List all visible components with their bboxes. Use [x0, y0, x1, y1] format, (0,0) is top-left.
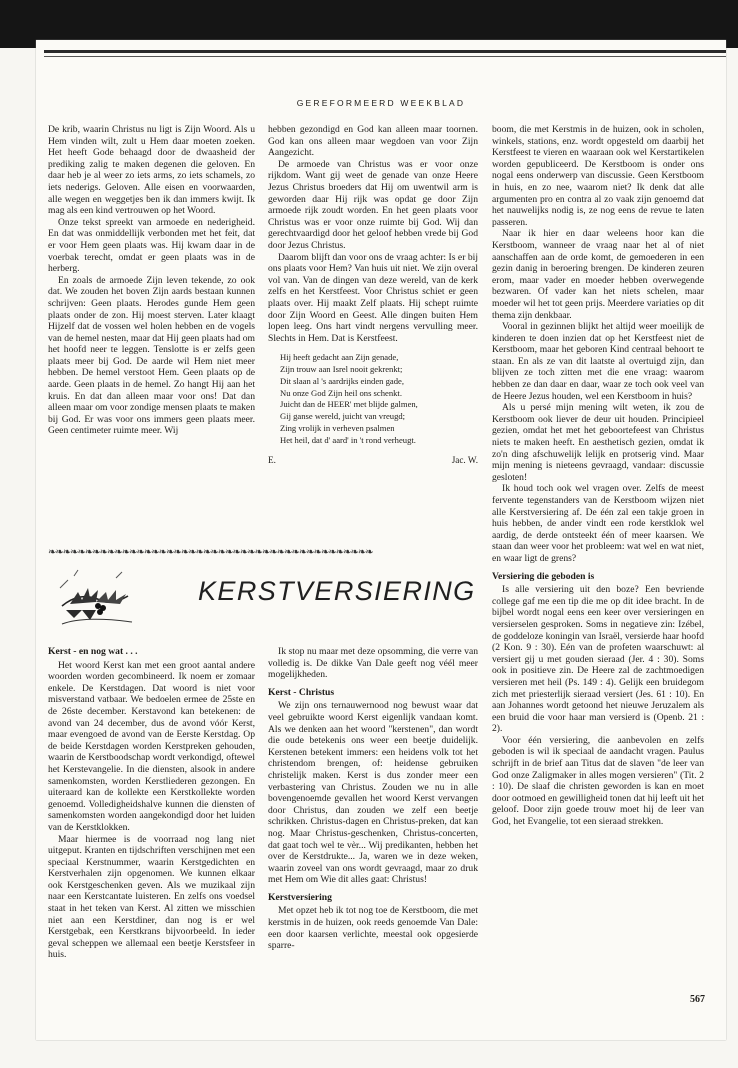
signature-author: Jac. W.	[451, 454, 478, 465]
paragraph: We zijn ons ternauwernood nog bewust waar dat veel gebruikte woord Kerst eigenlijk vandaan komt. Als we denken aan het woord "kerstenen", dan wordt die oude betekenis ons weer een beetje duidelijk. Kerstenen betekent immers: een heidens volk tot het christendom brengen, of: heidense gebruiken christelijk maken. Kerst is dus zonder meer een verbastering van Christus. Zouden we nu in alle bovengenoemde gevallen het woord Kerst vervangen door Christus, dan zouden we zelf een beetje schrikken. Christus-dagen en Christus-preken, dat kan nog. Maar Christus-geschenken, Christus-concerten, dat gaat toch wel te vèr... Wij predikanten, hebben het over de Kerstdrukte... Ja, waren we in deze weken, waarin zoveel van ons wordt gevraagd, maar zo druk met Hem om Wie dit alles gaat: Christus!	[268, 700, 478, 886]
poem-line: Het heil, dat d' aard' in 't rond verheugt.	[280, 434, 416, 445]
paragraph: De krib, waarin Christus nu ligt is Zijn Woord. Als u Hem vinden wilt, zult u Hem daar moeten zoeken. Het heeft Gode behaagd door de dwaasheid der prediking zalig te maken degenen die geloven. En daar heb je al weer zo iets arms, zo iets schamels, zo iets nederigs. Geloven. Alle eisen en voorwaarden, alle wegen en weggetjes ben ik dan immers kwijt. Ik mag als een kind vertrouwen op het Woord.	[48, 124, 255, 217]
poem-line: Zijn trouw aan Isrel nooit gekrenkt;	[280, 364, 403, 375]
paragraph: Vooral in gezinnen blijkt het altijd weer moeilijk de kinderen te doen inzien dat op het Kerstfeest niet de Kerstboom, maar het geboren Kind centraal behoort te staan. En als ze van dit laatste al overtuigd zijn, dan blijven ze toch zitten met die ene vraag: waarom hebben ze dan daar en daar, waar ze toch ook veel van de Heere Jezus houden, wel een Kerstboom in huis?	[492, 321, 704, 402]
poem-line: Dit slaan al 's aardrijks einden gade,	[280, 375, 404, 386]
poem-line: Juicht dan de HEER' met blijde galmen,	[280, 399, 418, 410]
poem-line: Nu onze God Zijn heil ons schenkt.	[280, 387, 402, 398]
article-title: KERSTVERSIERING	[198, 576, 476, 606]
paragraph: Onze tekst spreekt van armoede en nederigheid. En dat was onmiddellijk verbonden met het feit, dat er voor Hem geen plaats was. Hij kwam daar in de voerbak terecht, omdat er geen plaats was in de herberg.	[48, 216, 255, 275]
section-heading: Versiering die geboden is	[492, 570, 595, 582]
poem-line: Gij ganse wereld, juicht van vreugd;	[280, 411, 406, 422]
top-rule-thin	[44, 56, 726, 57]
holly-icon	[56, 566, 136, 628]
paragraph: hebben gezondigd en God kan alleen maar toornen. God kan ons alleen maar wegdoen van voor Zijn Aangezicht.	[268, 124, 478, 159]
poem-line: Hij heeft gedacht aan Zijn genade,	[280, 352, 399, 363]
paragraph: Maar hiermee is de voorraad nog lang niet uitgeput. Kranten en tijdschriften verschijnen met een speciaal Kerstnummer, waarin Kerstgedichten en Kerstverhalen zijn opgenomen. We kunnen elkaar ook Kerstgeschenken geven. Als we muzikaal zijn naar een Kerstcantate luisteren. En zelfs ons voedsel staat in het teken van Kerst. Al zitten we misschien niet aan een Kerstdiner, dan nog is er wel Kerstgebak, een Kerstkrans bijvoorbeeld. In ieder geval scheppen we allemaal een beetje Kerstsfeer in huis.	[48, 833, 255, 961]
paragraph: Is alle versiering uit den boze? Een bevriende college gaf me een tip die me op dit idee bracht. In de bijbel wordt nogal eens een keer over versieringen en versierselen gesproken. Soms in negatieve zin: Izébel, de goddeloze koningin van Israël, versierde haar hoofd (2 Kon. 9 : 30). Eén van de profeten waarschuwt: al versiert gij u met gouden sieraad (Jer. 4 : 30). Soms ook in positieve zin. De Heere zal de zachtmoedigen versieren met heil (Ps. 149 : 4). Gelijk een bruidegom zich met priesterlijk sieraad versiert (Jes. 61 : 10). En aan Johannes wordt getoond het nieuwe Jeruzalem als een bruid die voor haar man versierd is (Openb. 21 : 2).	[492, 584, 704, 735]
column-2	[268, 124, 478, 466]
paragraph: Voor één versiering, die aanbevolen en zelfs geboden is wil ik speciaal de aandacht vragen. Paulus schrijft in de brief aan Titus dat de slaven "de leer van God onze Zaligmaker in alles mogen versieren" (Tit. 2 : 10). De slaaf die christen geworden is kan en moet door ootmoed en gewilligheid tonen dat hij leeft uit het geloof. Door zijn goede trouw moet hij de leer van God, het Evangelie, tot een sieraad strekken.	[492, 734, 704, 828]
paragraph: Naar ik hier en daar weleens hoor kan die Kerstboom, wanneer de vraag naar het al of niet aanschaffen aan de orde komt, de gemoederen in een gezin danig in beroering brengen. De kinderen zeuren erom, maar vader en moeder hebben overwegende bezwaren. Of vader kan het niets schelen, maar moeder wil het tot geen prijs. Meerdere variaties op dit thema zijn denkbaar.	[492, 228, 704, 321]
column-1	[48, 124, 255, 437]
paragraph: Daarom blijft dan voor ons de vraag achter: Is er bij ons plaats voor Hem? Van huis uit niet. We zijn overal vol van. Van de dingen van deze wereld, van de kerk zelfs en het Kerstfeest. Voor Christus schiet er geen plaats over. Hij maakt Zelf plaats. Hij schept ruimte door Zijn Woord en Geest. Alle dingen buiten Hem lopen leeg. Ons hart vindt nergens vervulling meer. Slechts in Hem. Dat is Kerstfeest.	[268, 251, 478, 344]
paragraph: Ik houd toch ook wel vragen over. Zelfs de meest fervente tegenstanders van de Kerstboom wijzen niet alle Kerstversiering af. De één zal een takje groen in huis hebben, de ander vindt een rode kerstklok wel aardig, de derde ontsteekt één of meer kaarsen. We staan dan weer voor het probleem: wat wel en wat niet, en waar ligt de grens?	[492, 483, 704, 564]
signature-line	[268, 455, 478, 467]
poem-line: Zing vrolijk in verheven psalmen	[280, 423, 395, 434]
paragraph: En zoals de armoede Zijn leven tekende, zo ook dat. We zouden het boven Zijn aards bestaan kunnen schrijven: Geen plaats. Herodes gunde Hem geen plaats onder de zon. Hij moest sterven. Later klaagt Hijzelf dat de vossen wel holen hebben en de vogels van de hemel nesten, maar dat Hij geen plaats had om het hoofd neer te leggen. Tenslotte is er zelfs geen plaats meer bij God. De aarde wil Hem niet meer hebben. De hemel verstoot Hem. Geen plaats op de aarde. Geen plaats in de hemel. Zo hangt Hij aan het kruis. En dat dan alleen maar voor ons! Dat dan alleen maar om voor zondige mensen plaats te maken bij God. Er was voor ons immers geen plaats meer. Geen centimeter ruimte meer. Wij	[48, 274, 255, 437]
paragraph: Als u persé mijn mening wilt weten, ik zou de Kerstboom ook liever de deur uit houden. Principieel gezien, omdat het met het geboortefeest van Christus niets te maken heeft. En aesthetisch gezien, omdat ik zo'n ding afschuwelijk lelijk en protserig vind. Maar mijn mening is nieteens gevraagd, vandaar: discussie gesloten!	[492, 402, 704, 483]
page-number: 567	[690, 994, 705, 1005]
signature-left: E.	[268, 454, 276, 465]
article-header	[48, 566, 488, 636]
paragraph: Ik stop nu maar met deze opsomming, die verre van volledig is. De dikke Van Dale geeft nog véél meer mogelijkheden.	[268, 646, 478, 681]
running-head: GEREFORMEERD WEEKBLAD	[296, 98, 466, 108]
paragraph: De armoede van Christus was er voor onze rijkdom. Want gij weet de genade van onze Heere Jezus Christus broeders dat Hij om uwentwil arm is geworden daar Hij rijk was opdat ge door Zijn armoede rijk zoudt worden. En het geen plaats voor Christus was er voor onze ruimte bij God. Wij dan gerechtvaardigd door het geloof hebben vrede bij God door Jezus Christus.	[268, 158, 478, 251]
psalm-verse	[268, 352, 478, 446]
magazine-page	[36, 40, 726, 1040]
section-heading: Kerst - en nog wat . . .	[48, 646, 138, 657]
paragraph: Met opzet heb ik tot nog toe de Kerstboom, die met kerstmis in de huizen, ook reeds genoemde Van Dale: een door kaarsen verlichte, meestal ook opgesierde sparre-	[268, 905, 478, 952]
article-column-2	[268, 640, 478, 952]
section-heading: Kerstversiering	[268, 891, 332, 903]
paragraph: Het woord Kerst kan met een groot aantal andere woorden worden gecombineerd. Ik noem er zomaar enkele. De Kerstdagen. Dat woord is niet voor misverstand vatbaar. We bedoelen ermee de 25ste en de 26ste december. Kerstavond kan betekenen: de avond van 24 december, dus de avond vóór Kerst, maar evengoed de avond van de Eerste Kerstdag. Op de beide Kerstdagen worden Kerstpreken gehouden, waarin de Kerstboodschap wordt verkondigd, oftewel het Kerstevangelie. In die diensten, alsook in andere samenkomsten, worden Kerstliederen gezongen. En uiteraard kan de kollekte een Kerstkollekte worden genoemd. Volledigheidshalve kunnen die diensten of samenkomsten worden aangekondigd door het luiden van de Kerstklokken.	[48, 659, 255, 833]
column-3	[492, 124, 704, 828]
article-column-1	[48, 640, 255, 961]
paragraph: boom, die met Kerstmis in de huizen, ook in scholen, winkels, stations, enz. wordt opgesteld om daarbij het Kerstfeest te vieren en waaraan ook wel Kerstartikelen worden gepubliceerd. De Kerstboom is onder ons nogal eens onderwerp van discussie. Geen Kerstboom in huis, en zo nee, waarom niet? Ik denk dat alle argumenten pro en contra al zo vaak zijn genoemd dat het nauwelijks nodig is, ze nog eens de revue te laten passeren.	[492, 124, 704, 228]
section-heading: Kerst - Christus	[268, 686, 335, 698]
ornamental-divider: ❧❧❧❧❧❧❧❧❧❧❧❧❧❧❧❧❧❧❧❧❧❧❧❧❧❧❧❧❧❧❧❧❧❧❧❧❧❧❧❧❧❧❧❧	[48, 548, 373, 558]
top-rule	[44, 50, 726, 53]
